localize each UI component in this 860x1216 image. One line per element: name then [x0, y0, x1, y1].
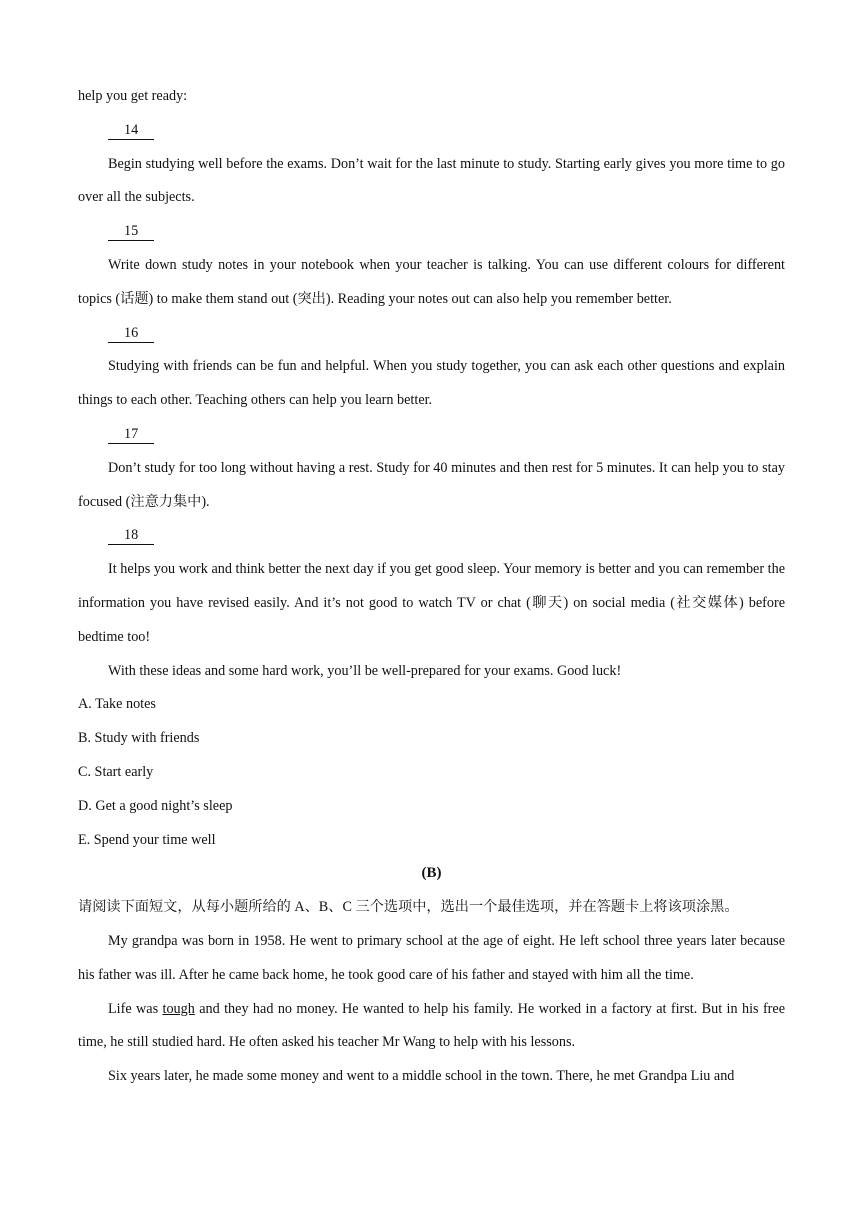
blank-number: 18 [108, 528, 154, 545]
blank-14 [78, 114, 785, 148]
paragraph-15: Write down study notes in your notebook when your teacher is talking. You can use different colours for different topics (话题) to make them stand out (突出). Reading your notes out can also help you remember better. [78, 256, 785, 307]
blank-number: 15 [108, 224, 154, 241]
closing-paragraph: With these ideas and some hard work, you’ll be well-prepared for your exams. Good luck! [108, 662, 622, 679]
underlined-word: tough [162, 1000, 195, 1017]
story-text: and they had no money. He wanted to help his family. He worked in a factory at first. But in his free time, he still studied hard. He often asked his teacher Mr Wang to help with his lessons. [78, 1000, 785, 1051]
blank-number: 17 [108, 427, 154, 444]
blank-number: 14 [108, 123, 154, 140]
story-text: Life was [108, 1000, 163, 1017]
option-a: A. Take notes [78, 696, 156, 713]
paragraph-14: Begin studying well before the exams. Don’t wait for the last minute to study. Starting early gives you more time to go over all the subjects. [78, 155, 785, 206]
story-paragraph-1: My grandpa was born in 1958. He went to primary school at the age of eight. He left school three years later because his father was ill. After he came back home, he took good care of his father and stayed with him all the time. [78, 932, 785, 983]
blank-17 [78, 418, 785, 452]
intro-tail: help you get ready: [78, 88, 188, 104]
blank-15 [78, 215, 785, 249]
section-b-instruction: 请阅读下面短文，从每小题所给的 A、B、C 三个选项中，选出一个最佳选项，并在答题卡上将该项涂黑。 [78, 899, 739, 916]
document-page [78, 80, 785, 1094]
option-e: E. Spend your time well [78, 831, 216, 848]
blank-16 [78, 317, 785, 351]
option-b: B. Study with friends [78, 730, 200, 747]
paragraph-16: Studying with friends can be fun and helpful. When you study together, you can ask each other questions and explain things to each other. Teaching others can help you learn better. [78, 358, 785, 409]
blank-number: 16 [108, 326, 154, 343]
story-paragraph-3: Six years later, he made some money and went to a middle school in the town. There, he met Grandpa Liu and [108, 1068, 735, 1085]
option-c: C. Start early [78, 763, 154, 780]
paragraph-18: It helps you work and think better the next day if you get good sleep. Your memory is better and you can remember the information you have revised easily. And it’s not good to watch TV or chat (聊天) on social media (社交媒体) before bedtime too! [78, 561, 785, 645]
option-d: D. Get a good night’s sleep [78, 797, 233, 814]
blank-18 [78, 519, 785, 553]
story-paragraph-2 [78, 993, 785, 1061]
paragraph-17: Don’t study for too long without having a rest. Study for 40 minutes and then rest for 5 minutes. It can help you to stay focused (注意力集中). [78, 459, 785, 510]
section-b-heading: (B) [421, 865, 442, 882]
